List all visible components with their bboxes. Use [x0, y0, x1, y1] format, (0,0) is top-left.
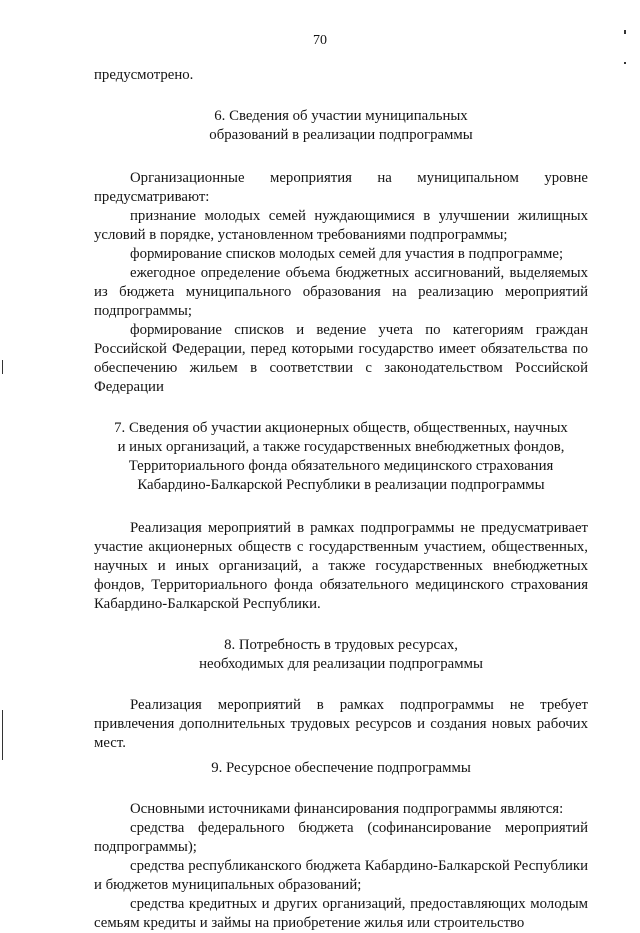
section-8-title-line-2: необходимых для реализации подпрограммы — [199, 656, 483, 672]
intro-line: предусмотрено. — [94, 67, 194, 83]
section-6-paragraph: Организационные мероприятия на муниципальном уровне предусматривают: — [94, 170, 588, 205]
section-7-title-line-3: Территориального фонда обязательного медицинского страхования — [128, 458, 554, 474]
section-7-title-line-4: Кабардино-Балкарской Республики в реализации подпрограммы — [137, 477, 545, 493]
scan-mark — [2, 360, 3, 374]
section-8-title-line-1: 8. Потребность в трудовых ресурсах, — [224, 637, 458, 653]
section-7-heading — [94, 419, 588, 495]
section-6-paragraph: формирование списков и ведение учета по категориям граждан Российской Федерации, перед которыми государство имеет обязательства по обеспечению жильем в соответствии с законодательством Российской Федерации — [94, 322, 588, 395]
section-6-title-line-2: образований в реализации подпрограммы — [209, 127, 473, 143]
section-6-paragraph: признание молодых семей нуждающимися в улучшении жилищных условий в порядке, установленном требованиями подпрограммы; — [94, 208, 588, 243]
section-9-paragraph: средства кредитных и других организаций, предоставляющих молодым семьям кредиты и займы на приобретение жилья или строительство — [94, 896, 588, 931]
page-number: 70 — [313, 33, 327, 48]
section-9-heading — [94, 759, 588, 778]
section-6-title-line-1: 6. Сведения об участии муниципальных — [214, 108, 468, 124]
section-6-paragraph: ежегодное определение объема бюджетных ассигнований, выделяемых из бюджета муниципального образования на реализацию мероприятий подпрограммы; — [94, 265, 588, 319]
scan-mark — [2, 710, 3, 760]
section-9-paragraph: средства республиканского бюджета Кабардино-Балкарской Республики и бюджетов муниципальных образований; — [94, 858, 588, 893]
scan-mark — [624, 62, 626, 64]
section-6-paragraph: формирование списков молодых семей для участия в подпрограмме; — [130, 246, 564, 262]
section-9-paragraph: средства федерального бюджета (софинансирование мероприятий подпрограммы); — [94, 820, 588, 855]
section-9-title: 9. Ресурсное обеспечение подпрограммы — [211, 760, 471, 776]
section-8-paragraph: Реализация мероприятий в рамках подпрограммы не требует привлечения дополнительных трудовых ресурсов и создания новых рабочих мест. — [94, 697, 588, 751]
section-8-heading — [94, 636, 588, 674]
section-7-paragraph: Реализация мероприятий в рамках подпрограммы не предусматривает участие акционерных обществ с государственным участием, общественных, научных и иных организаций, а также государственных внебюджетных фондов, Территориального фонда обязательного медицинского страхования Кабардино-Балкарской Республики. — [94, 520, 588, 612]
document-body — [94, 66, 588, 933]
section-6-heading — [94, 107, 588, 145]
section-7-title-line-2: и иных организаций, а также государственных внебюджетных фондов, — [117, 439, 565, 455]
section-7-title-line-1: 7. Сведения об участии акционерных обществ, общественных, научных — [114, 420, 568, 436]
section-9-paragraph: Основными источниками финансирования подпрограммы являются: — [130, 801, 564, 817]
